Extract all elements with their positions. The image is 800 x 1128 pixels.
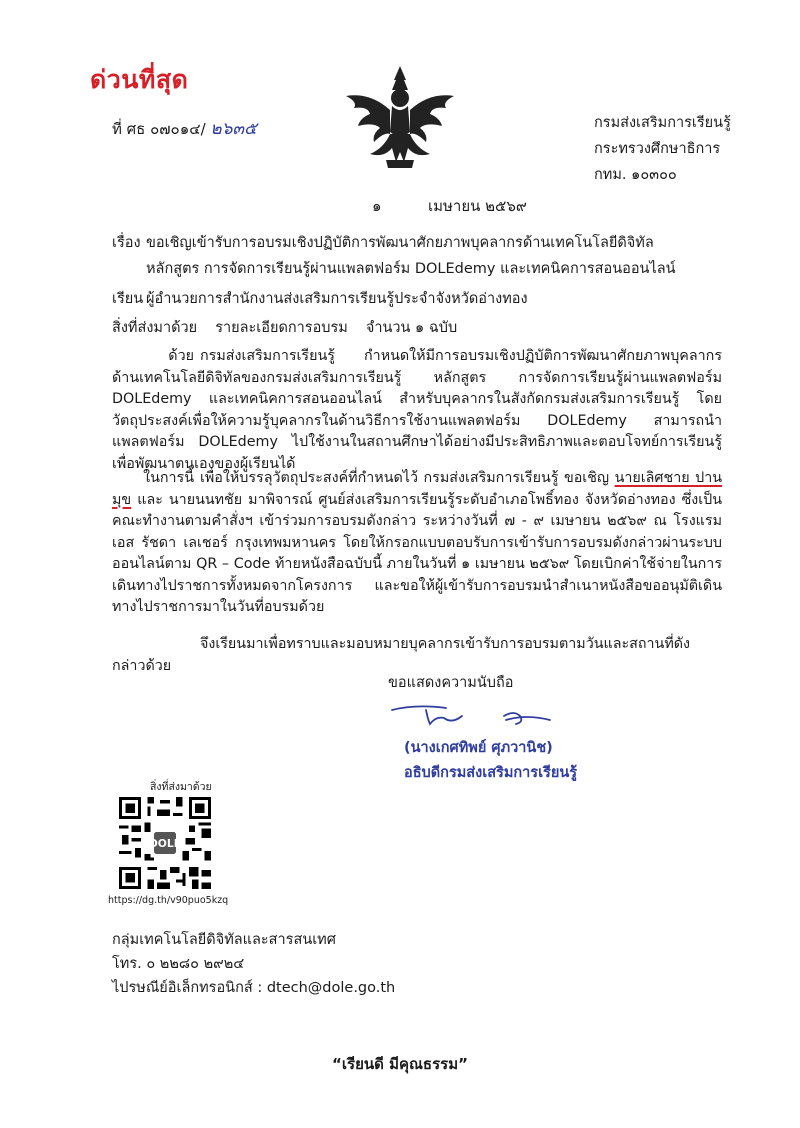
urgency-stamp: ด่วนที่สุด [90, 65, 189, 94]
signer-block [404, 736, 577, 786]
attachment-label: สิ่งที่ส่งมาด้วย [150, 781, 212, 793]
subject-line-2: หลักสูตร การจัดการเรียนรู้ผ่านแพลตฟอร์ม DOLEdemy และเทคนิคการสอนออนไลน์ [146, 261, 676, 277]
qr-url[interactable]: https://dg.th/v90puo5kzq [108, 895, 229, 906]
agency-name: กรมส่งเสริมการเรียนรู้ [594, 115, 731, 131]
letter-date [372, 194, 527, 218]
subject-block [112, 230, 732, 282]
signer-title: อธิบดีกรมส่งเสริมการเรียนรู้ [404, 765, 578, 781]
issuing-agency [594, 110, 731, 188]
agency-postcode: กทม. ๑๐๓๐๐ [594, 167, 677, 183]
enclosure-label: สิ่งที่ส่งมาด้วย [112, 320, 198, 336]
paragraph-1-text: กรมส่งเสริมการเรียนรู้ กำหนดให้มีการอบรมเชิงปฏิบัติการพัฒนาศักยภาพบุคลากรด้านเทคโนโลยีดิจิทัลของกรมส่งเสริมการเรียนรู้ หลักสูตร การจัดการเรียนรู้ผ่านแพลตฟอร์ม DOLEdemy และเทคนิคการสอนออนไลน์ สำหรับบุคลากรในสังกัดกรมส่งเสริมการเรียนรู้ โดยวัตถุประสงค์เพื่อให้ความรู้บุคลากรในด้านวิธีการใช้งานแพลตฟอร์ม DOLEdemy สามารถนำแพลตฟอร์ม DOLEdemy ไปใช้งานในสถานศึกษาได้อย่างมีประสิทธิภาพและตอบโจทย์การเรียนรู้เพื่อพัฒนาตนเองของผู้เรียนได้ [112, 348, 722, 472]
enclosure-quantity: จำนวน ๑ ฉบับ [365, 320, 458, 336]
body-paragraph-1 [112, 346, 722, 475]
signature-icon [386, 702, 556, 736]
date-day: ๑ [372, 197, 382, 215]
signer-name: (นางเกศทิพย์ ศุภวานิช) [404, 740, 553, 756]
document-number [112, 115, 257, 142]
contact-department: กลุ่มเทคโนโลยีดิจิทัลและสารสนเทศ [112, 932, 336, 948]
document-number-prefix: ที่ ศธ ๐๗๐๑๔/ [112, 120, 206, 138]
subject-line-1: ขอเชิญเข้ารับการอบรมเชิงปฏิบัติการพัฒนาศักยภาพบุคลากรด้านเทคโนโลยีดิจิทัล [146, 235, 654, 251]
body-paragraph-2 [112, 468, 722, 619]
contact-email: ไปรษณีย์อิเล็กทรอนิกส์ : dtech@dole.go.th [112, 980, 396, 996]
paragraph-1-lead: ด้วย [168, 348, 194, 364]
paragraph-2-lead: ในการนี้ [143, 470, 194, 486]
recipient-text: ผู้อำนวยการสำนักงานส่งเสริมการเรียนรู้ประจำจังหวัดอ่างทอง [146, 291, 528, 307]
paragraph-3-text: จึงเรียนมาเพื่อทราบและมอบหมายบุคลากรเข้ารับการอบรมตามวันและสถานที่ดังกล่าวด้วย [112, 636, 691, 674]
contact-block [112, 928, 395, 1000]
enclosure-line [112, 316, 475, 339]
document-number-handwritten: ๒๖๓๕ [210, 119, 257, 139]
closing-salutation: ขอแสดงความนับถือ [388, 675, 514, 691]
invitee-name-highlight: นายเลิศชาย ปานมุข [112, 470, 722, 508]
garuda-emblem-icon [340, 62, 460, 172]
motto: “เรียนดี มีคุณธรรม” [332, 1055, 468, 1073]
recipient-label: เรียน [112, 291, 144, 307]
paragraph-2-text-b: และ นายนนทชัย มาพิจารณ์ ศูนย์ส่งเสริมการเรียนรู้ระดับอำเภอโพธิ์ทอง จังหวัดอ่างทอง ซึ่งเป็นคณะทำงานตามคำสั่งฯ เข้าร่วมการอบรมดังกล่าว ระหว่างวันที่ ๗ - ๙ เมษายน ๒๕๖๙ ณ โรงแรม เอส รัชดา เลเชอร์ กรุงเทพมหานคร โดยให้กรอกแบบตอบรับการเข้ารับการอบรมดังกล่าวผ่านระบบออนไลน์ตาม QR – Code ท้ายหนังสือฉบับนี้ ภายในวันที่ ๑ เมษายน ๒๕๖๙ โดยเบิกค่าใช้จ่ายในการเดินทางไปราชการทั้งหมดจากโครงการ และขอให้ผู้เข้ารับการอบรมนำสำเนาหนังสือขออนุมัติเดินทางไปราชการมาในวันที่อบรมด้วย [112, 491, 723, 615]
enclosure-item: รายละเอียดการอบรม [215, 320, 348, 336]
paragraph-2-text-a: เพื่อให้บรรลุวัตถุประสงค์ที่กำหนดไว้ กรมส่งเสริมการเรียนรู้ ขอเชิญ [200, 470, 610, 486]
subject-label: เรื่อง [112, 235, 141, 251]
date-month-year: เมษายน ๒๕๖๙ [428, 197, 527, 215]
qr-code-icon[interactable] [119, 797, 211, 889]
recipient-line [112, 287, 528, 310]
contact-phone: โทร. ๐ ๒๒๘๐ ๒๙๒๔ [112, 956, 245, 972]
svg-text:DOLE: DOLE [148, 837, 182, 851]
ministry-name: กระทรวงศึกษาธิการ [594, 141, 721, 157]
